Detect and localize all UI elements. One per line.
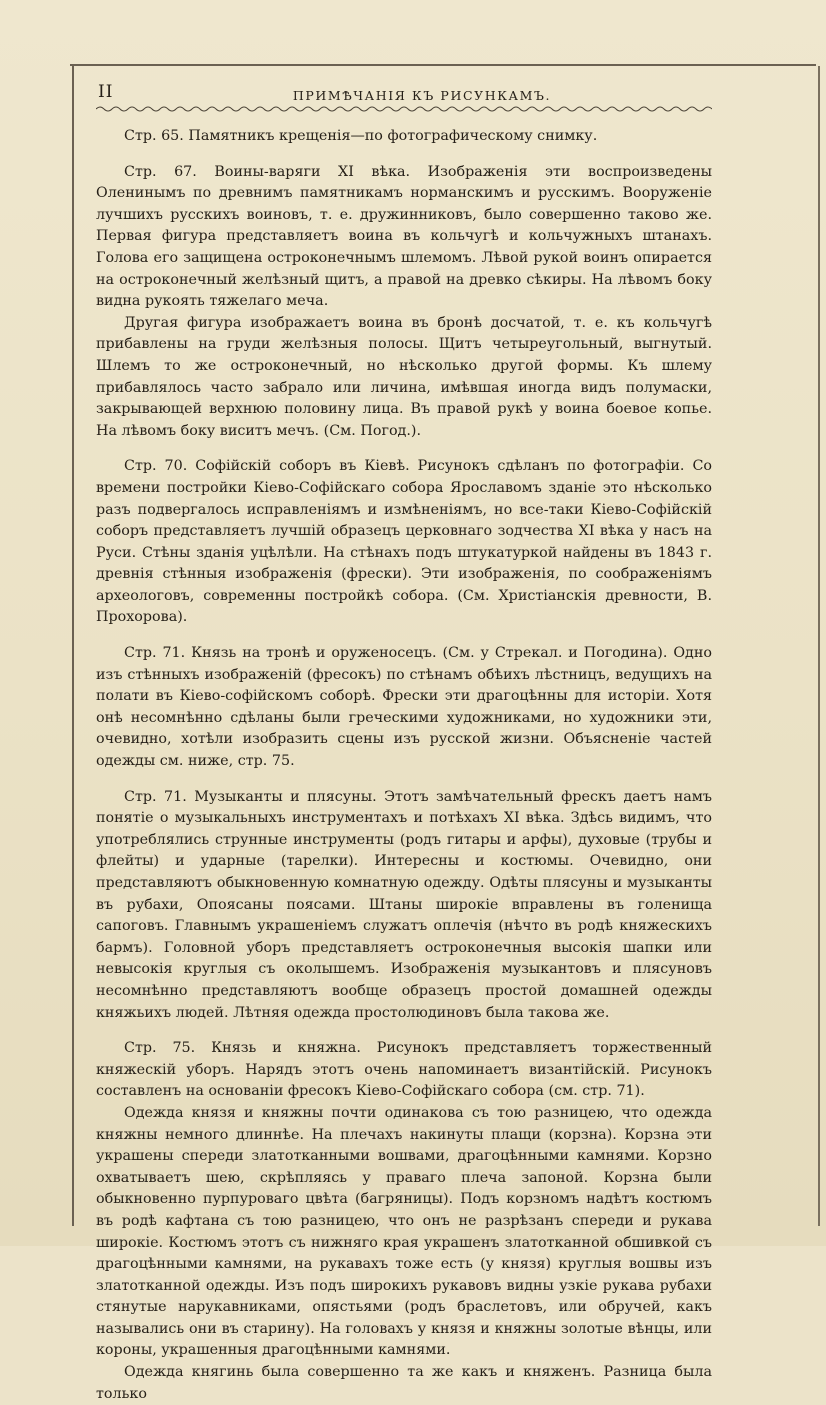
note-paragraph: Стр. 75. Князь и княжна. Рисунокъ представляетъ торжественный княжескій уборъ. Нарядъ этотъ очень напоминаетъ византійскій. Рисунокъ составленъ на основаніи фресокъ Кіево-Софійскаго собора (см. стр. 71). — [96, 1040, 712, 1100]
page-right-rule — [818, 66, 820, 1226]
note-paragraph: Другая фигура изображаетъ воина въ бронѣ досчатой, т. е. къ кольчугѣ прибавлены на груди желѣзныя полосы. Щитъ четыреугольный, выгнутый. Шлемъ то же остроконечный, но нѣсколько другой формы. Къ шлему прибавлялось часто забрало или личина, имѣвшая иногда видъ полумаски, закрывающей верхнюю половину лица. Въ правой рукѣ у воина боевое копье. На лѣвомъ боку виситъ мечъ. (См. Погод.). — [96, 314, 712, 439]
running-title: ПРИМѢЧАНІЯ КЪ РИСУНКАМЪ. — [292, 88, 552, 103]
note-paragraph: Стр. 67. Воины-варяги XI вѣка. Изображенія эти воспроизведены Оленинымъ по древнимъ памятникамъ норманскимъ и русскимъ. Вооруженіе лучшихъ русскихъ воиновъ, т. е. дружинниковъ, было совершенно таково же. Первая фигура представляетъ воина въ кольчугѣ и кольчужныхъ штанахъ. Голова его защищена остроконечнымъ шлемомъ. Лѣвой рукой воинъ опирается на остроконечный желѣзный щитъ, а правой на древко сѣкиры. На лѣвомъ боку видна рукоять тяжелаго меча. — [96, 163, 712, 310]
note-paragraph: Одежда князя и княжны почти одинакова съ тою разницею, что одежда княжны немного длиннѣе. На плечахъ накинуты плащи (корзна). Корзна эти украшены спереди златотканными вошвами, драгоцѣнными камнями. Корзно охватываетъ шею, скрѣпляясь у праваго плеча запоной. Корзна были обыкновенно пурпуроваго цвѣта (багряницы). Подъ корзномъ надѣтъ костюмъ въ родѣ кафтана съ тою разницею, что онъ не разрѣзанъ спереди и рукава широкіе. Костюмъ этотъ съ нижняго края украшенъ златотканной обшивкой съ драгоцѣнными камнями, на рукавахъ тоже есть (у князя) круглыя вошвы изъ златотканной одежды. Изъ подъ широкихъ рукавовъ видны узкіе рукава рубахи стянутые нарукавниками, опястьями (родъ браслетовъ, или обручей, какъ назывались они въ старину). На головахъ у князя и княжны золотые вѣнцы, или короны, украшенныя драгоцѣнными камнями. — [96, 1104, 712, 1359]
note-paragraph: Стр. 71. Князь на тронѣ и оруженосецъ. (См. у Стрекал. и Погодина). Одно изъ стѣнныхъ изображеній (фресокъ) по стѣнамъ обѣихъ лѣстницъ, ведущихъ на полати въ Кіево-софійскомъ соборѣ. Фрески эти драгоцѣнны для исторіи. Хотя онѣ несомнѣнно сдѣланы были греческими художниками, но художники эти, очевидно, хотѣли изобразить сцены изъ русской жизни. Объясненіе частей одежды см. ниже, стр. 75. — [96, 645, 712, 770]
note-paragraph: Стр. 65. Памятникъ крещенія—по фотографическому снимку. — [124, 128, 598, 144]
note-paragraph: Одежда княгинь была совершенно та же какъ и княженъ. Разница была только — [96, 1364, 712, 1402]
page-top-rule — [70, 64, 816, 66]
notes-body — [96, 126, 712, 1405]
note-paragraph: Стр. 71. Музыканты и плясуны. Этотъ замѣчательный фрескъ даетъ намъ понятіе о музыкальныхъ инструментахъ и потѣхахъ XI вѣка. Здѣсь видимъ, что употреблялись струнные инструменты (родъ гитары и арфы), духовые (трубы и флейты) и ударные (тарелки). Интересны и костюмы. Очевидно, они представляютъ обыкновенную комнатную одежду. Одѣты плясуны и музыканты въ рубахи, Опоясаны поясами. Штаны широкіе вправлены въ голенища сапоговъ. Главнымъ украшеніемъ служатъ оплечія (нѣчто въ родѣ княжескихъ бармъ). Головной уборъ представляетъ остроконечныя высокія шапки или невысокія круглыя съ околышемъ. Изображенія музыкантовъ и плясуновъ несомнѣнно представляютъ вообще образецъ простой домашней одежды княжьихъ людей. Лѣтняя одежда простолюдиновъ была такова же. — [96, 788, 712, 1021]
note-paragraph: Стр. 70. Софійскій соборъ въ Кіевѣ. Рисунокъ сдѣланъ по фотографіи. Со времени постройки Кіево-Софійскаго собора Ярославомъ зданіе это нѣсколько разъ подвергалось исправленіямъ и измѣненіямъ, но все-таки Кіево-Софійскій соборъ представляетъ лучшій образецъ церковнаго зодчества XI вѣка у насъ на Руси. Стѣны зданія уцѣлѣли. На стѣнахъ подъ штукатуркой найдены въ 1843 г. древнія стѣнныя изображенія (фрески). Эти изображенія, по соображеніямъ археологовъ, современны постройкѣ собора. (См. Христіанскія древности, В. Прохорова). — [96, 458, 712, 626]
wavy-ornament-rule — [96, 104, 712, 114]
page-left-rule — [72, 66, 74, 1226]
page-number: II — [98, 82, 114, 102]
